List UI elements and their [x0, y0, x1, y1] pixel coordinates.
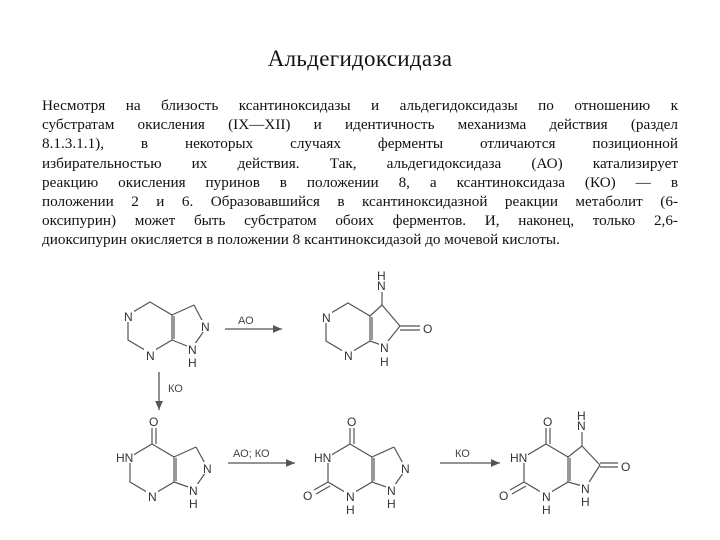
atom-label: N [124, 310, 133, 324]
atom-label: N [346, 490, 355, 504]
atom-label: N [322, 311, 331, 325]
atom-label: N [146, 349, 155, 363]
page-title: Альдегидоксидаза [267, 46, 453, 71]
atom-label: H [387, 497, 396, 511]
atom-label: HN [314, 451, 332, 465]
atom-label: N [188, 343, 197, 357]
paragraph-line: 8.1.3.1.1), в некоторых случаях ферменты отличаются позиционной [42, 135, 678, 153]
atom-label: N [189, 484, 198, 498]
oxopurine-6-structure [114, 415, 214, 511]
atom-label: N [401, 462, 410, 476]
paragraph-line: Несмотря на близость ксантиноксидазы и альдегидоксидазы по отношению к [42, 97, 678, 114]
atom-label: N [344, 349, 353, 363]
arrow-label-ko: КО [455, 448, 470, 460]
dioxopurine-2-6-structure [303, 415, 412, 517]
atom-label: N [581, 482, 590, 496]
purine-structure [122, 302, 212, 370]
atom-label: N [542, 490, 551, 504]
atom-label: N [201, 320, 210, 334]
atom-label: O [149, 415, 159, 429]
atom-label: O [423, 322, 433, 336]
atom-label: H [581, 495, 590, 509]
atom-label: H [189, 497, 198, 511]
arrow-label-ao: АО [238, 315, 254, 327]
atom-label: N [203, 462, 212, 476]
atom-label: H [542, 503, 551, 517]
atom-label: H [377, 269, 386, 283]
atom-label: H [577, 409, 586, 423]
atom-label: N [380, 341, 389, 355]
paragraph-line: оксипурин) может быть субстратом обоих ферментов. И, наконец, только 2,6- [42, 212, 678, 230]
atom-label: N [387, 484, 396, 498]
paragraph-line: реакцию окисления пуринов в положении 8, а ксантиноксидаза (КО) — в [42, 173, 678, 191]
paragraph-line: субстратам окисления (IX—XII) и идентичность механизма действия (раздел [42, 116, 678, 134]
paragraph-line: диоксипурин окисляется в положении 8 ксантиноксидазой до мочевой кислоты. [42, 231, 560, 249]
atom-label: HN [510, 451, 528, 465]
paragraph-line: избирательностью их действия. Так, альдегидоксидаза (АО) катализирует [42, 154, 678, 172]
atom-label: O [303, 489, 313, 503]
oxopurine-8-structure [320, 269, 432, 369]
atom-label: O [347, 415, 357, 429]
uric-acid-structure [499, 409, 630, 517]
paragraph-line: положении 2 и 6. Образовавшийся в ксантиноксидазной реакции метаболит (6- [42, 193, 678, 211]
atom-label: O [499, 489, 509, 503]
atom-label: O [543, 415, 553, 429]
atom-label: H [188, 356, 197, 370]
atom-label: N [377, 279, 386, 293]
atom-label: O [621, 460, 631, 474]
arrow-label-ao-ko: АО; КО [233, 448, 270, 460]
atom-label: H [346, 503, 355, 517]
arrow-label-ko-down: КО [168, 383, 183, 395]
atom-label: N [148, 490, 157, 504]
atom-label: HN [116, 451, 134, 465]
atom-label: H [380, 355, 389, 369]
atom-label: N [577, 419, 586, 433]
